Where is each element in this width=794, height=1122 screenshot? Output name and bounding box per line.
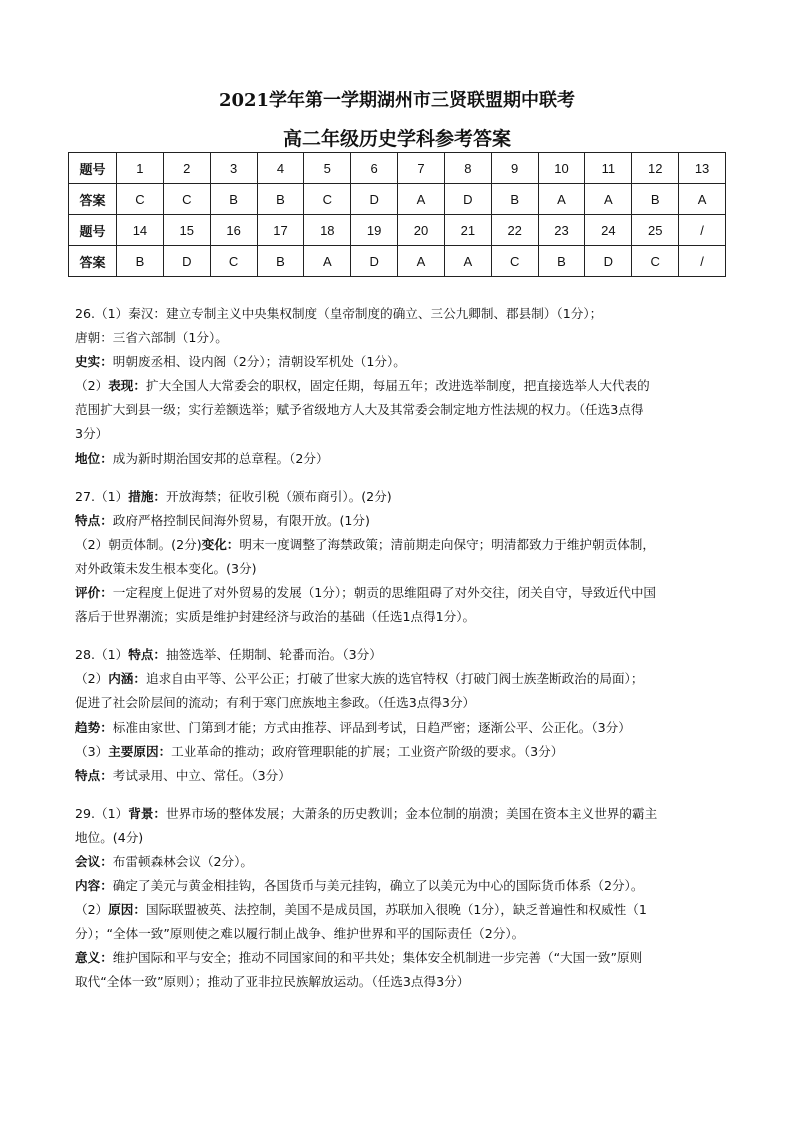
q28-line-5: （3）主要原因：工业革命的推动；政府管理职能的扩展；工业资产阶级的要求。（3分） bbox=[75, 743, 564, 759]
answer-table-cell: B bbox=[257, 184, 304, 215]
answer-table-cell: 25 bbox=[632, 215, 679, 246]
answer-table-cell: D bbox=[163, 246, 210, 277]
answer-table-cell: C bbox=[117, 184, 164, 215]
answer-table-cell: 15 bbox=[163, 215, 210, 246]
answer-table-cell: C bbox=[304, 184, 351, 215]
answer-table-cell: D bbox=[444, 184, 491, 215]
answer-table-cell: A bbox=[679, 184, 726, 215]
answer-table-cell: A bbox=[585, 184, 632, 215]
q28-line-1: 28.（1）特点：抽签选举、任期制、轮番而治。（3分） bbox=[75, 647, 382, 663]
answer-table-cell: A bbox=[304, 246, 351, 277]
answer-table-cell: / bbox=[679, 246, 726, 277]
q26-line-1: 26.（1）秦汉：建立专制主义中央集权制度（皇帝制度的确立、三公九卿制、郡县制）（1分）； bbox=[75, 306, 603, 321]
answer-table-cell: B bbox=[538, 246, 585, 277]
q26-line-2: 唐朝：三省六部制（1分）。 bbox=[75, 330, 228, 346]
q26-line-6: 3分） bbox=[75, 426, 109, 442]
q28-line-6: 特点：考试录用、中立、常任。（3分） bbox=[75, 767, 291, 783]
answer-table-cell: 2 bbox=[163, 153, 210, 184]
q29-line-5: （2）原因：国际联盟被英、法控制，美国不是成员国，苏联加入很晚（1分），缺乏普遍性和权威性（1 bbox=[75, 902, 647, 918]
q27-line-5: 评价：一定程度上促进了对外贸易的发展（1分）；朝贡的思维阻碍了对外交往，闭关自守，导致近代中国 bbox=[75, 585, 657, 601]
answer-table-cell: 16 bbox=[210, 215, 257, 246]
q28-line-3: 促进了社会阶层间的流动；有利于寒门庶族地主参政。（任选3点得3分） bbox=[75, 695, 476, 711]
q29-line-1: 29.（1）背景：世界市场的整体发展；大萧条的历史教训；金本位制的崩溃；美国在资本主义世界的霸主 bbox=[75, 805, 658, 821]
answer-table-row bbox=[69, 215, 726, 246]
answer-table bbox=[68, 152, 726, 277]
q27-line-2: 特点：政府严格控制民间海外贸易，有限开放。(1分) bbox=[75, 512, 370, 528]
row-header-cell: 答案 bbox=[69, 184, 117, 215]
answer-table-cell: 4 bbox=[257, 153, 304, 184]
q29-line-3: 会议：布雷顿森林会议（2分）。 bbox=[75, 853, 254, 869]
answer-table-cell: A bbox=[444, 246, 491, 277]
row-header-cell: 题号 bbox=[69, 215, 117, 246]
q27-line-6: 落后于世界潮流；实质是维护封建经济与政治的基础（任选1点得1分）。 bbox=[75, 609, 476, 625]
row-header-cell: 答案 bbox=[69, 246, 117, 277]
answer-table-row bbox=[69, 184, 726, 215]
answer-table-cell: D bbox=[585, 246, 632, 277]
answer-table-cell: 6 bbox=[351, 153, 398, 184]
answer-table-cell: 24 bbox=[585, 215, 632, 246]
answer-table-cell: B bbox=[491, 184, 538, 215]
q27-line-3: （2）朝贡体制。(2分)变化：明末一度调整了海禁政策；清前期走向保守；明清都致力于维护朝贡体制， bbox=[75, 536, 655, 552]
answer-table-cell: 18 bbox=[304, 215, 351, 246]
q28-line-4: 趋势：标准由家世、门第到才能；方式由推荐、评品到考试，日趋严密；逐渐公平、公正化。（3分） bbox=[75, 719, 631, 735]
answer-content bbox=[75, 302, 725, 995]
answer-table-cell: / bbox=[679, 215, 726, 246]
answer-table-cell: 23 bbox=[538, 215, 585, 246]
answer-table-cell: C bbox=[632, 246, 679, 277]
answer-table-row bbox=[69, 246, 726, 277]
q27-line-4: 对外政策未发生根本变化。(3分) bbox=[75, 560, 257, 576]
answer-table-cell: 21 bbox=[444, 215, 491, 246]
answer-table-cell: 5 bbox=[304, 153, 351, 184]
q29-line-8: 取代“全体一致”原则）；推动了亚非拉民族解放运动。（任选3点得3分） bbox=[75, 974, 470, 990]
exam-title: 2021学年第一学期湖州市三贤联盟期中联考 bbox=[218, 90, 576, 111]
answer-table-cell: 17 bbox=[257, 215, 304, 246]
q26-line-4: （2）表现：扩大全国人大常委会的职权，固定任期，每届五年；改进选举制度，把直接选举人大代表的 bbox=[75, 378, 650, 394]
q29-line-2: 地位。(4分) bbox=[75, 829, 144, 845]
answer-table-cell: 14 bbox=[117, 215, 164, 246]
answer-table-cell: D bbox=[351, 246, 398, 277]
answer-table-cell: 10 bbox=[538, 153, 585, 184]
answer-table-cell: C bbox=[163, 184, 210, 215]
answer-table-cell: 13 bbox=[679, 153, 726, 184]
q29-line-6: 分）；“全体一致”原则使之难以履行制止战争、维护世界和平的国际责任（2分）。 bbox=[75, 926, 525, 942]
q29-line-4: 内容：确定了美元与黄金相挂钩，各国货币与美元挂钩，确立了以美元为中心的国际货币体系（2分）。 bbox=[75, 878, 644, 894]
answer-table-cell: D bbox=[351, 184, 398, 215]
answer-table-cell: 11 bbox=[585, 153, 632, 184]
answer-table-cell: 7 bbox=[398, 153, 445, 184]
answer-table-cell: A bbox=[398, 246, 445, 277]
answer-table-cell: B bbox=[257, 246, 304, 277]
answer-table-cell: 12 bbox=[632, 153, 679, 184]
answer-table-cell: 22 bbox=[491, 215, 538, 246]
answer-table-cell: 19 bbox=[351, 215, 398, 246]
q26-line-7: 地位：成为新时期治国安邦的总章程。（2分） bbox=[75, 450, 329, 466]
answer-table-cell: C bbox=[491, 246, 538, 277]
answer-table-cell: A bbox=[538, 184, 585, 215]
answer-table-cell: C bbox=[210, 246, 257, 277]
answer-table-row bbox=[69, 153, 726, 184]
q29-line-7: 意义：维护国际和平与安全；推动不同国家间的和平共处；集体安全机制进一步完善（“大国一致”原则 bbox=[75, 950, 643, 966]
answer-table-cell: B bbox=[117, 246, 164, 277]
answer-table-cell: 3 bbox=[210, 153, 257, 184]
answer-table-cell: B bbox=[632, 184, 679, 215]
row-header-cell: 题号 bbox=[69, 153, 117, 184]
answer-table-cell: 20 bbox=[398, 215, 445, 246]
answer-table-cell: 1 bbox=[117, 153, 164, 184]
q27-line-1: 27.（1）措施：开放海禁；征收引税（颁布商引）。(2分) bbox=[75, 488, 392, 504]
answer-table-cell: A bbox=[398, 184, 445, 215]
answer-table-cell: 8 bbox=[444, 153, 491, 184]
answer-table-cell: 9 bbox=[491, 153, 538, 184]
answer-table-cell: B bbox=[210, 184, 257, 215]
q28-line-2: （2）内涵：追求自由平等、公平公正；打破了世家大族的选官特权（打破门阀士族垄断政治的局面）； bbox=[75, 671, 644, 687]
q26-line-5: 范围扩大到县一级；实行差额选举；赋予省级地方人大及其常委会制定地方性法规的权力。（任选3点得 bbox=[75, 402, 644, 418]
answer-key-subtitle: 高二年级历史学科参考答案 bbox=[282, 128, 511, 150]
q26-line-3: 史实：明朝废丞相、设内阁（2分）；清朝设军机处（1分）。 bbox=[75, 354, 406, 370]
